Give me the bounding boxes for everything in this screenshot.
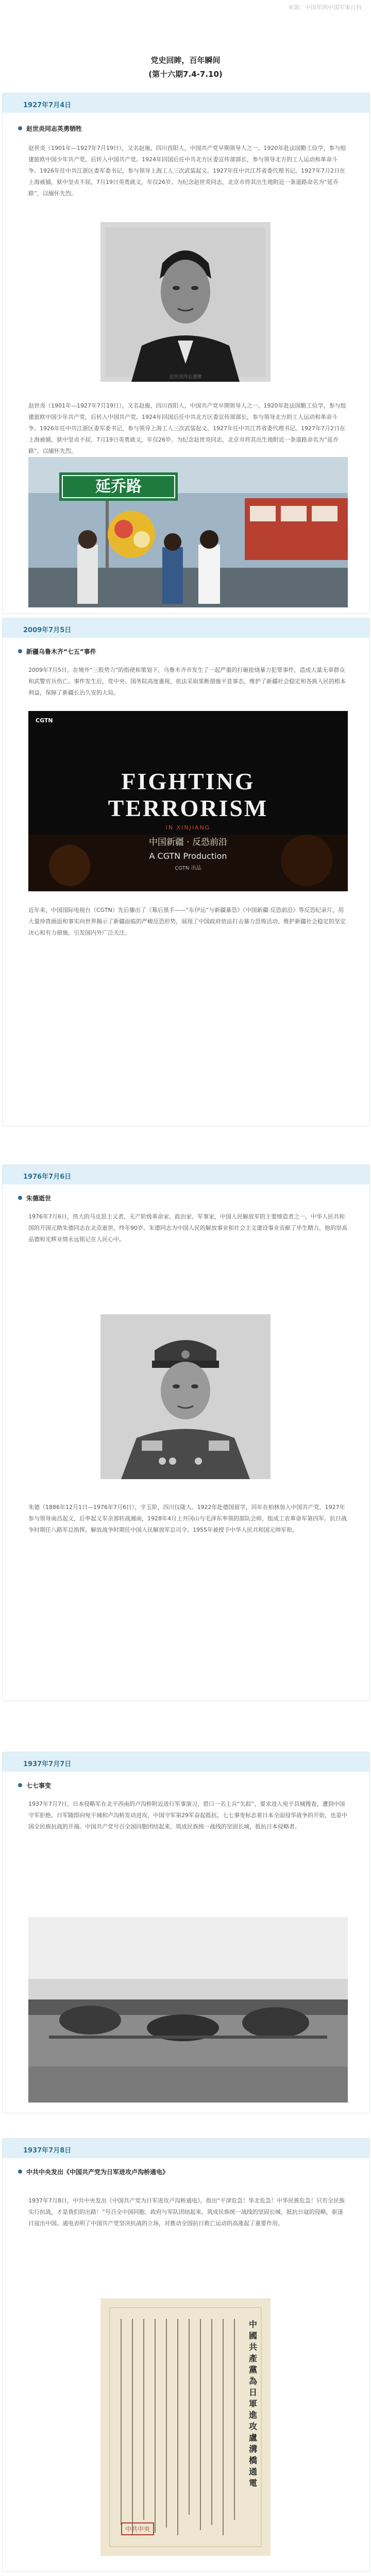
- telegram-document-photo: [100, 2298, 271, 2556]
- section-paragraph: 1937年7月8日，中共中央发出《中国共产党为日军进攻卢沟桥通电》，指出“平津危急！华北危急！中华民族危急！只有全民族实行抗战，才是我们的出路！”号召全中国同胞、政府与军队团结起来，筑成民族统一战线的坚固长城，抵抗日寇的侵略，驱逐日寇出中国。通电表明了中国共产党坚决抗战的立场，对推动全国抗日救亡运动的高涨起了重要作用。: [28, 2197, 345, 2227]
- document-title: 中國共產黨為日軍進攻盧溝橋通電: [249, 2319, 258, 2488]
- section-paragraph: 赵世炎（1901年—1927年7月19日），又名赵施，四川酉阳人，中国共产党早期领导人之一。1920年赴法国勤工俭学，参与组建旅欧中国少年共产党，后转入中国共产党。1924年回国后任中共北方区委宣传部部长，参与领导北方的工人运动和革命斗争。1926年任中共江浙区委军委书记，参与领导上海工人三次武装起义。1927年任中共江苏省委代理书记。1927年7月2日在上海被捕，狱中坚贞不屈，7月19日英勇就义，年仅26岁。为纪念赵世炎同志，北京市将其出生地附近一条道路命名为“延乔路”，以缅怀先烈。: [28, 145, 346, 197]
- cgtn-badge: CGTN: [36, 717, 53, 724]
- date-bar: [3, 2139, 369, 2158]
- poster-production-cn: CGTN 出品: [175, 866, 201, 871]
- section-paragraph: 2009年7月5日，在境外“三股势力”的指使和策划下，乌鲁木齐市发生了一起严重的打砸抢烧暴力犯罪事件，造成大量无辜群众和武警官兵伤亡。事件发生后，党中央、国务院高度重视，依法采取果断措施平息事态，维护了新疆社会稳定和各族人民的根本利益，保障了新疆长治久安的大局。: [28, 667, 346, 696]
- poster-title-line1: FIGHTING: [121, 768, 255, 794]
- yanqiao-road-photo: [28, 457, 348, 607]
- section-paragraph: 近年来，中国国际电视台（CGTN）先后播出了《幕后黑手——“东伊运”与新疆暴恐》《中国新疆·反恐前沿》等反恐纪录片，用大量珍贵画面和事实向世界揭示了新疆面临的严峻反恐形势，展现了中国政府依法打击暴力恐怖活动、维护新疆社会稳定的坚定决心和有力措施，引发国内外广泛关注。: [28, 907, 346, 936]
- section-date: 1976年7月6日: [23, 1173, 72, 1181]
- date-bar: [3, 618, 369, 638]
- portrait-caption: 赵世炎同志遗像: [169, 375, 202, 380]
- dot-icon: [18, 1783, 22, 1787]
- road-sign-text: 延乔路: [95, 478, 142, 496]
- dot-icon: [18, 126, 22, 130]
- section-2009-07-05: [2, 618, 370, 1126]
- section-headline: 新疆乌鲁木齐“七五”事件: [26, 648, 96, 655]
- document-stamp: 中共中央: [121, 2522, 154, 2535]
- section-paragraph: 赵世炎（1901年—1927年7月19日），又名赵施，四川酉阳人，中国共产党早期领导人之一。1920年赴法国勤工俭学，参与组建旅欧中国少年共产党，后转入中国共产党。1924年回国后任中共北方区委宣传部部长，参与领导北方的工人运动和革命斗争。1926年任中共江浙区委军委书记，参与领导上海工人三次武装起义。1927年任中共江苏省委代理书记。1927年7月2日在上海被捕，狱中坚贞不屈，7月19日英勇就义，年仅26岁。为纪念赵世炎同志，北京市将其出生地附近一条道路命名为“延乔路”，以缅怀先烈。: [28, 402, 346, 454]
- soldiers-illustration: [28, 1917, 348, 2103]
- source-credit: 来源：中国军网中国军事百科: [288, 4, 362, 11]
- article-title-line1: 党史回眸，百年瞬间: [150, 56, 221, 65]
- article-title: [0, 54, 371, 81]
- section-headline: 赵世炎同志英勇牺牲: [26, 125, 82, 132]
- date-bar: [3, 93, 369, 113]
- poster-production: A CGTN Production: [149, 851, 227, 861]
- dot-icon: [18, 2170, 22, 2174]
- document-illustration: [100, 2298, 271, 2556]
- date-bar: [3, 1165, 369, 1184]
- portrait-illustration: [100, 222, 271, 382]
- section-date: 1937年7月8日: [23, 2147, 72, 2155]
- section-paragraph: 1976年7月6日，伟大的马克思主义者，无产阶级革命家、政治家、军事家，中国人民解放军的主要缔造者之一，中华人民共和国的开国元勋朱德同志在北京逝世，终年90岁。朱德同志为中国人民的解放事业和社会主义建设事业贡献了毕生精力，他的崇高品德和光辉业绩永远铭记在人民心中。: [28, 1213, 347, 1243]
- section-headline: 七七事变: [26, 1782, 52, 1789]
- section-1937-07-08: [2, 2138, 370, 2572]
- section-1976-07-06: [2, 1164, 370, 1701]
- zhu-de-portrait: [100, 1314, 271, 1479]
- dot-icon: [18, 1196, 22, 1200]
- headline-row: [18, 2167, 353, 2188]
- article-title-line2: (第十六期7.4-7.10): [148, 70, 223, 79]
- poster-subtitle: IN XINJIANG: [165, 824, 211, 831]
- date-bar: [3, 1752, 369, 1772]
- section-paragraph: 1937年7月7日，日本侵略军在北平西南的卢沟桥附近进行军事演习，借口一名士兵“失踪”，要求进入宛平县城搜查，遭到中国守军拒绝。日军随即向宛平城和卢沟桥发动进攻，中国守军第29军奋起抵抗。七七事变标志着日本全面侵华战争的开始，也是中国全民族抗战的开端。中国共产党号召全国同胞团结起来，筑成民族统一战线的坚固长城，抵抗日本侵略者。: [28, 1801, 347, 1830]
- section-date: 2009年7月5日: [23, 626, 72, 634]
- poster-chinese-title: 中国新疆 · 反恐前沿: [148, 837, 228, 848]
- section-1937-07-07: [2, 1752, 370, 2113]
- section-1927-07-04: [2, 93, 370, 614]
- marco-polo-bridge-photo: [28, 1917, 348, 2103]
- section-headline: 中共中央发出《中国共产党为日军进攻卢沟桥通电》: [26, 2168, 169, 2176]
- section-date: 1927年7月4日: [23, 101, 72, 109]
- section-headline: 朱德逝世: [26, 1195, 52, 1202]
- marshal-portrait-illustration: [100, 1314, 271, 1479]
- fighting-terrorism-poster: [28, 711, 348, 891]
- section-paragraph: 朱德（1886年12月1日—1976年7月6日），字玉阶，四川仪陇人。1922年赴德国留学，同年在柏林加入中国共产党。1927年参与领导南昌起义，后率起义军余部转战湘南，1928年4月上井冈山与毛泽东率领的部队会师，组成工农革命军第四军。抗日战争时期任八路军总指挥。解放战争时期任中国人民解放军总司令。1955年被授予中华人民共和国元帅军衔。: [28, 1504, 347, 1533]
- dot-icon: [18, 649, 22, 653]
- poster-title-line2: TERRORISM: [108, 795, 268, 821]
- section-date: 1937年7月7日: [23, 1760, 72, 1768]
- zhao-shiyan-portrait: [100, 222, 271, 382]
